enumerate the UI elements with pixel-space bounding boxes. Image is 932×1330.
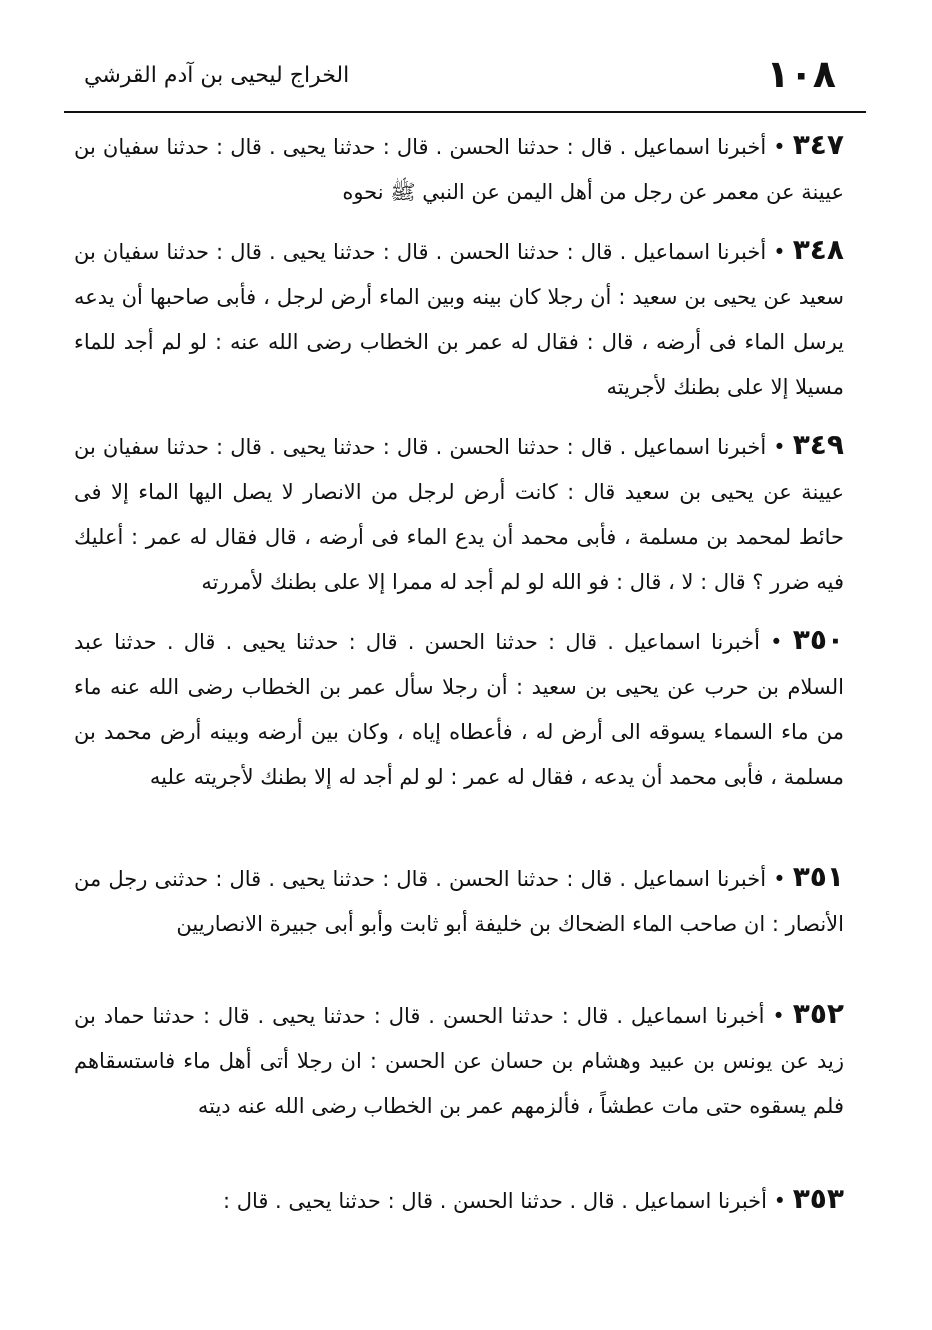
hadith-entry <box>74 422 844 617</box>
hadith-entry <box>74 1176 844 1236</box>
running-title: الخراج ليحيى بن آدم القرشي <box>84 63 350 88</box>
entry-bullet: • <box>759 630 783 654</box>
page-header <box>64 52 864 100</box>
hadith-entry <box>74 617 844 854</box>
hadith-entry <box>74 227 844 422</box>
hadith-entry <box>74 122 844 227</box>
hadith-entry <box>74 854 844 991</box>
entry-bullet: • <box>766 135 786 159</box>
header-rule <box>64 111 866 113</box>
hadith-entry <box>74 991 844 1176</box>
entry-number: ٣٤٨ <box>792 233 844 266</box>
entry-number: ٣٥٣ <box>792 1182 844 1215</box>
entry-text: أخبرنا اسماعيل . قال : حدثنا الحسن . قال : حدثنا يحيى . قال . حدثنا عبد السلام بن حرب عن يحيى بن سعيد : أن رجلا سأل عمر بن الخطاب رضى الله عنه ماء من ماء السماء يسوقه الى أرض له ، فأعطاه إياه ، وكان بين أرضه وبينه أرض محمد بن مسلمة ، فأبى محمد أن يدعه ، فقال له عمر : لو لم أجد له إلا بطنك لأجريته عليه <box>74 630 844 789</box>
entry-text: أخبرنا اسماعيل . قال : حدثنا الحسن . قال : حدثنا يحيى . قال : حدثنا حماد بن زيد عن يونس بن عبيد وهشام بن حسان عن الحسن : ان رجلا أتى أهل ماء فاستسقاهم فلم يسقوه حتى مات عطشاً ، فألزمهم عمر بن الخطاب رضى الله عنه ديته <box>74 1004 844 1118</box>
entry-text: أخبرنا اسماعيل . قال : حدثنا الحسن . قال : حدثنا يحيى . قال : حدثنى رجل من الأنصار : ان صاحب الماء الضحاك بن خليفة أبو ثابت وأبو أبى جبيرة الانصاريين <box>74 867 844 936</box>
page-number: ١٠٨ <box>766 52 836 96</box>
entry-text: أخبرنا اسماعيل . قال : حدثنا الحسن . قال : حدثنا يحيى . قال : حدثنا سفيان بن عيينة عن يحيى بن سعيد قال : كانت أرض لرجل من الانصار لا يصل اليها الماء إلا فى حائط لمحمد بن مسلمة ، فأبى محمد أن يدع الماء فى أرضه ، قال فقال له عمر : أعليك فيه ضرر ؟ قال : لا ، قال : فو الله لو لم أجد له ممرا إلا على بطنك لأمررته <box>74 435 844 594</box>
entry-text: أخبرنا اسماعيل . قال . حدثنا الحسن . قال : حدثنا يحيى . قال : <box>222 1189 767 1213</box>
entry-number: ٣٥٠ <box>792 623 845 656</box>
entry-number: ٣٤٧ <box>792 128 844 161</box>
entry-bullet: • <box>766 867 786 891</box>
entry-number: ٣٥١ <box>792 860 844 893</box>
entry-text: أخبرنا اسماعيل . قال : حدثنا الحسن . قال : حدثنا يحيى . قال : حدثنا سفيان بن سعيد عن يحيى بن سعيد : أن رجلا كان بينه وبين الماء أرض لرجل ، فأبى صاحبها أن يدعه يرسل الماء فى أرضه ، قال : فقال له عمر بن الخطاب رضى الله عنه : لو لم أجد للماء مسيلا إلا على بطنك لأجريته <box>74 240 844 399</box>
entry-number: ٣٥٢ <box>792 997 845 1030</box>
entry-bullet: • <box>766 435 786 459</box>
entry-number: ٣٤٩ <box>792 428 844 461</box>
entry-bullet: • <box>764 1004 785 1028</box>
entry-bullet: • <box>766 240 786 264</box>
entry-text: أخبرنا اسماعيل . قال : حدثنا الحسن . قال : حدثنا يحيى . قال : حدثنا سفيان بن عيينة عن معمر عن رجل من أهل اليمن عن النبي ﷺ نحوه <box>74 135 844 204</box>
body-text <box>74 122 844 1236</box>
entry-bullet: • <box>766 1189 787 1213</box>
